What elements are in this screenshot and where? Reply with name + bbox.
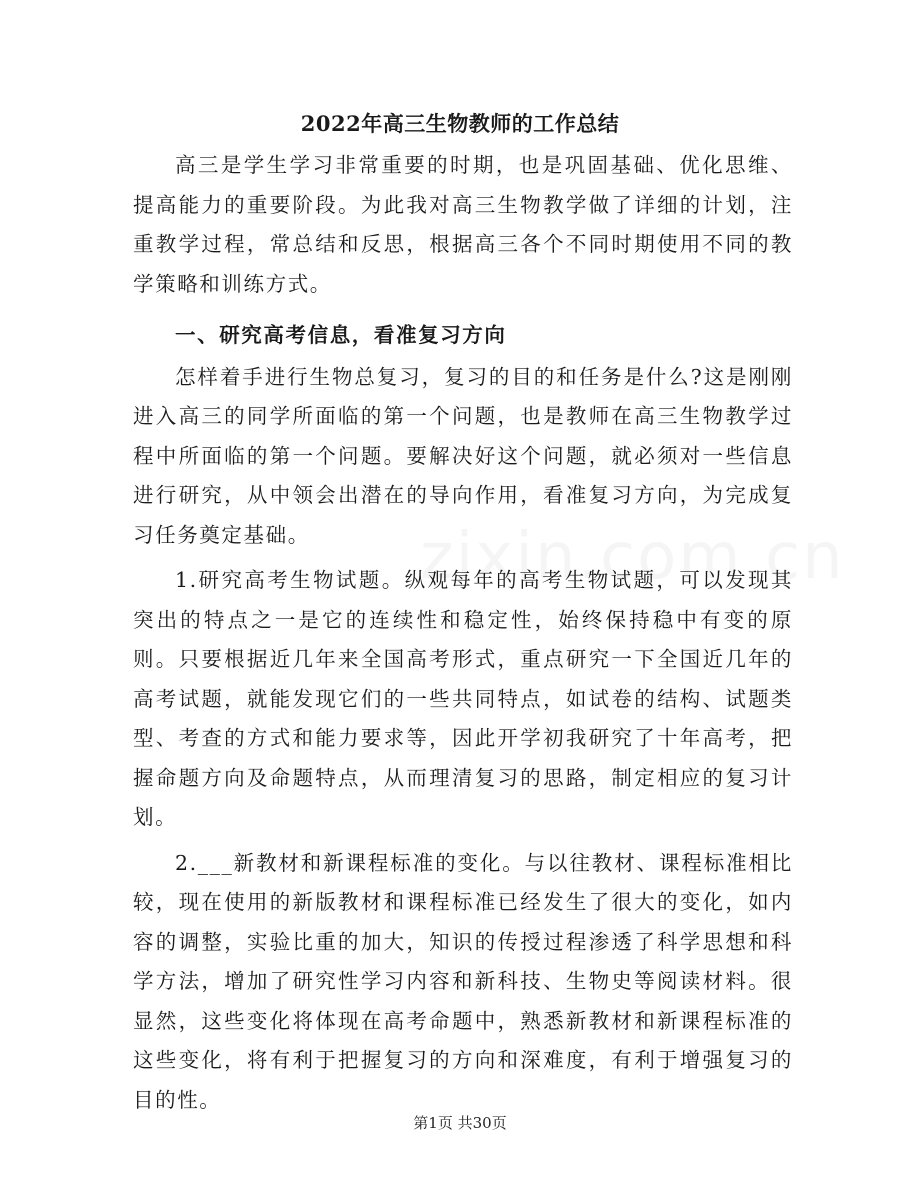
section-heading: 一、研究高考信息，看准复习方向 (175, 323, 507, 347)
intro-paragraph: 高三是学生学习非常重要的时期，也是巩固基础、优化思维、提高能力的重要阶段。为此我对高三生物教学做了详细的计划，注重教学过程，常总结和反思，根据高三各个不同时期使用不同的教学策略和训练方式。 (133, 153, 793, 296)
body-paragraph: 1.研究高考生物试题。纵观每年的高考生物试题，可以发现其突出的特点之一是它的连续性和稳定性，始终保持稳中有变的原则。只要根据近几年来全国高考形式，重点研究一下全国近几年的高考试题，就能发现它们的一些共同特点，如试卷的结构、试题类型、考查的方式和能力要求等，因此开学初我研究了十年高考，把握命题方向及命题特点，从而理清复习的思路，制定相应的复习计划。 (133, 568, 793, 829)
document-title: 2022年高三生物教师的工作总结 (300, 111, 620, 136)
body-paragraph: 2.___新教材和新课程标准的变化。与以往教材、课程标准相比较，现在使用的新版教材和课程标准已经发生了很大的变化，如内容的调整，实验比重的加大，知识的传授过程渗透了科学思想和科学方法，增加了研究性学习内容和新科技、生物史等阅读材料。很显然，这些变化将体现在高考命题中，熟悉新教材和新课程标准的这些变化，将有利于把握复习的方向和深难度，有利于增强复习的目的性。 (133, 850, 793, 1112)
body-paragraph: 怎样着手进行生物总复习，复习的目的和任务是什么?这是刚刚进入高三的同学所面临的第一个问题，也是教师在高三生物教学过程中所面临的第一个问题。要解决好这个问题，就必须对一些信息进行研究，从中领会出潜在的导向作用，看准复习方向，为完成复习任务奠定基础。 (133, 364, 793, 547)
document-body (133, 146, 793, 1120)
page-number-footer: 第1页 共30页 (413, 1114, 507, 1132)
